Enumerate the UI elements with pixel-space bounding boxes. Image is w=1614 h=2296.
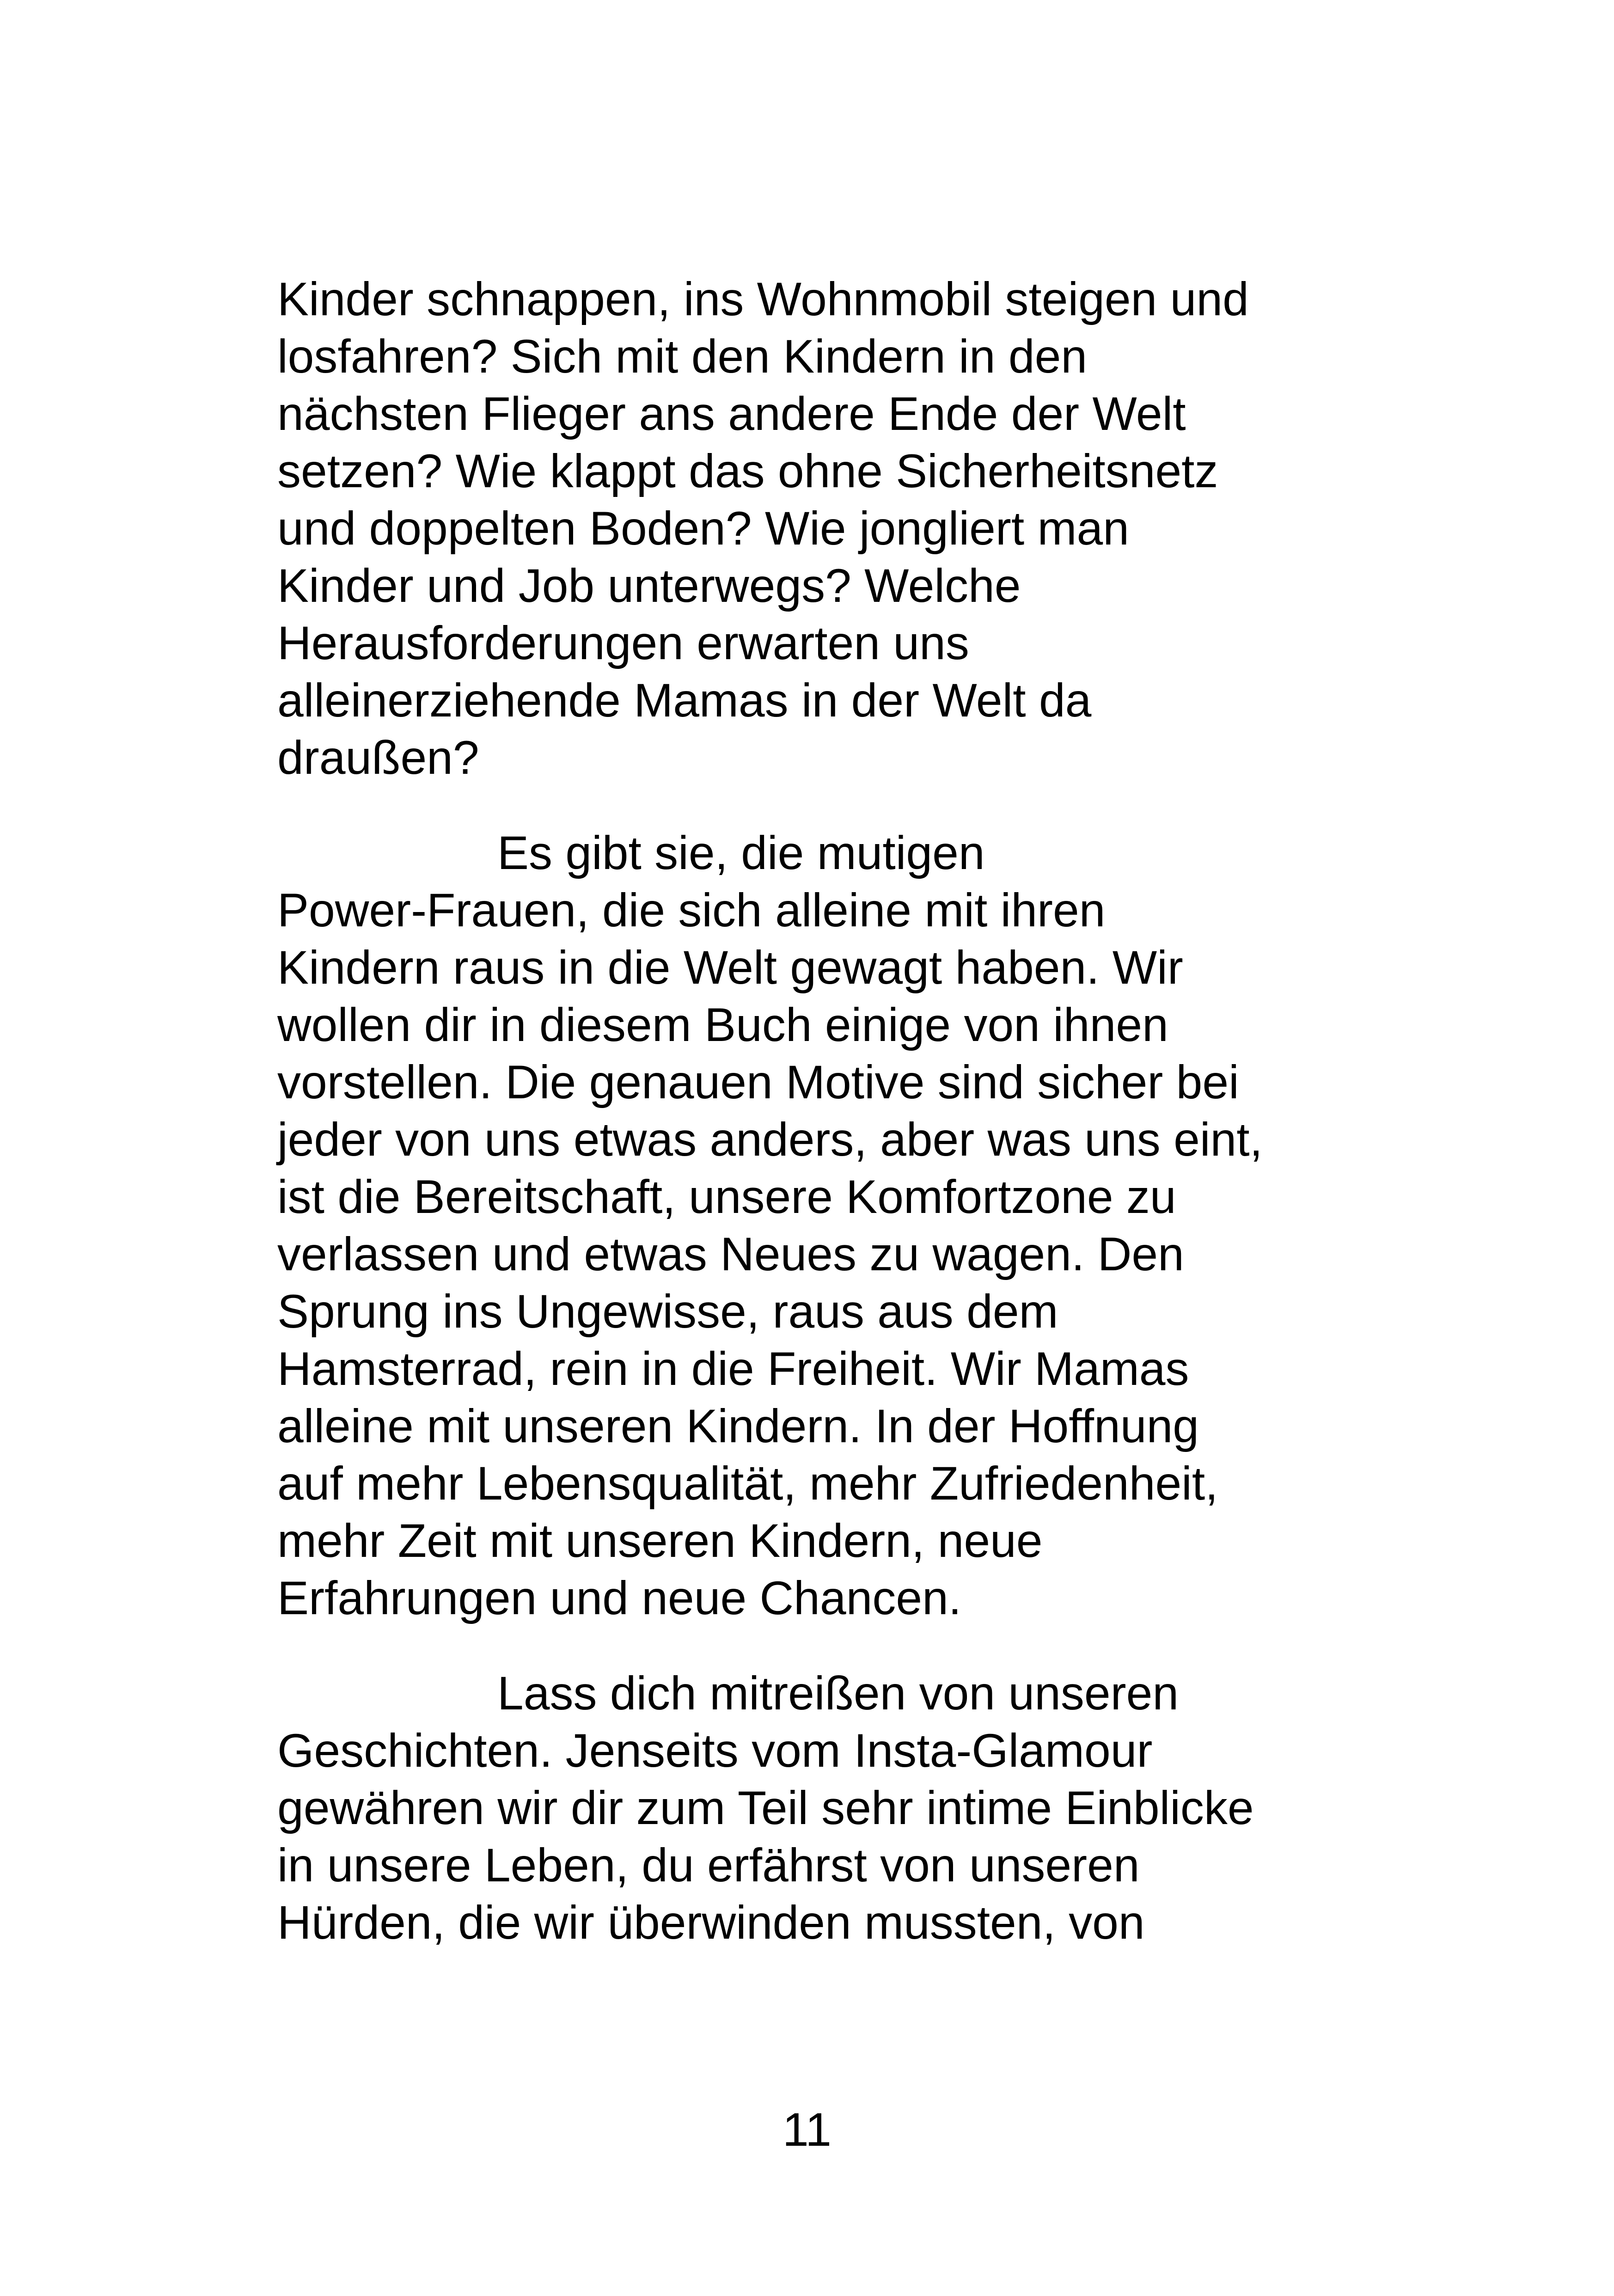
- text-line: Geschichten. Jenseits vom Insta-Glamour: [277, 1724, 1153, 1777]
- text-line: Hürden, die wir überwinden mussten, von: [277, 1896, 1145, 1949]
- paragraph-2: [277, 824, 1350, 1627]
- text-line: Kindern raus in die Welt gewagt haben. Wir: [277, 941, 1183, 994]
- text-line: gewähren wir dir zum Teil sehr intime Einblicke: [277, 1782, 1254, 1834]
- text-line: nächsten Flieger ans andere Ende der Welt: [277, 387, 1186, 440]
- text-line: Kinder und Job unterwegs? Welche: [277, 559, 1021, 612]
- text-line: losfahren? Sich mit den Kindern in den: [277, 330, 1088, 383]
- text-line: ist die Bereitschaft, unsere Komfortzone zu: [277, 1170, 1176, 1223]
- paragraph-spacer: [277, 1627, 1350, 1665]
- text-line: mehr Zeit mit unseren Kindern, neue: [277, 1514, 1043, 1567]
- text-line: Kinder schnappen, ins Wohnmobil steigen und: [277, 273, 1249, 325]
- body-text: [277, 270, 1350, 1951]
- text-line: Hamsterrad, rein in die Freiheit. Wir Mamas: [277, 1342, 1189, 1395]
- text-line: vorstellen. Die genauen Motive sind sicher bei: [277, 1056, 1239, 1108]
- text-line: Lass dich mitreißen von unseren: [497, 1667, 1179, 1720]
- paragraph-1: [277, 270, 1350, 786]
- text-line: auf mehr Lebensqualität, mehr Zufriedenheit,: [277, 1457, 1218, 1510]
- text-line: alleine mit unseren Kindern. In der Hoffnung: [277, 1400, 1199, 1452]
- text-line: Power-Frauen, die sich alleine mit ihren: [277, 884, 1106, 937]
- text-line: Herausforderungen erwarten uns: [277, 617, 969, 669]
- text-line: alleinerziehende Mamas in der Welt da: [277, 674, 1092, 727]
- paragraph-3: [277, 1665, 1350, 1951]
- text-line: verlassen und etwas Neues zu wagen. Den: [277, 1228, 1184, 1280]
- page-number: 11: [783, 2103, 831, 2156]
- paragraph-spacer: [277, 786, 1350, 824]
- text-line: setzen? Wie klappt das ohne Sicherheitsnetz: [277, 445, 1218, 497]
- text-line: draußen?: [277, 731, 479, 784]
- text-line: Sprung ins Ungewisse, raus aus dem: [277, 1285, 1058, 1338]
- text-line: Erfahrungen und neue Chancen.: [277, 1572, 962, 1624]
- text-line: wollen dir in diesem Buch einige von ihnen: [277, 998, 1168, 1051]
- text-line: jeder von uns etwas anders, aber was uns eint,: [277, 1113, 1263, 1166]
- text-line: Es gibt sie, die mutigen: [497, 827, 985, 879]
- text-line: und doppelten Boden? Wie jongliert man: [277, 502, 1129, 555]
- text-line: in unsere Leben, du erfährst von unseren: [277, 1839, 1140, 1892]
